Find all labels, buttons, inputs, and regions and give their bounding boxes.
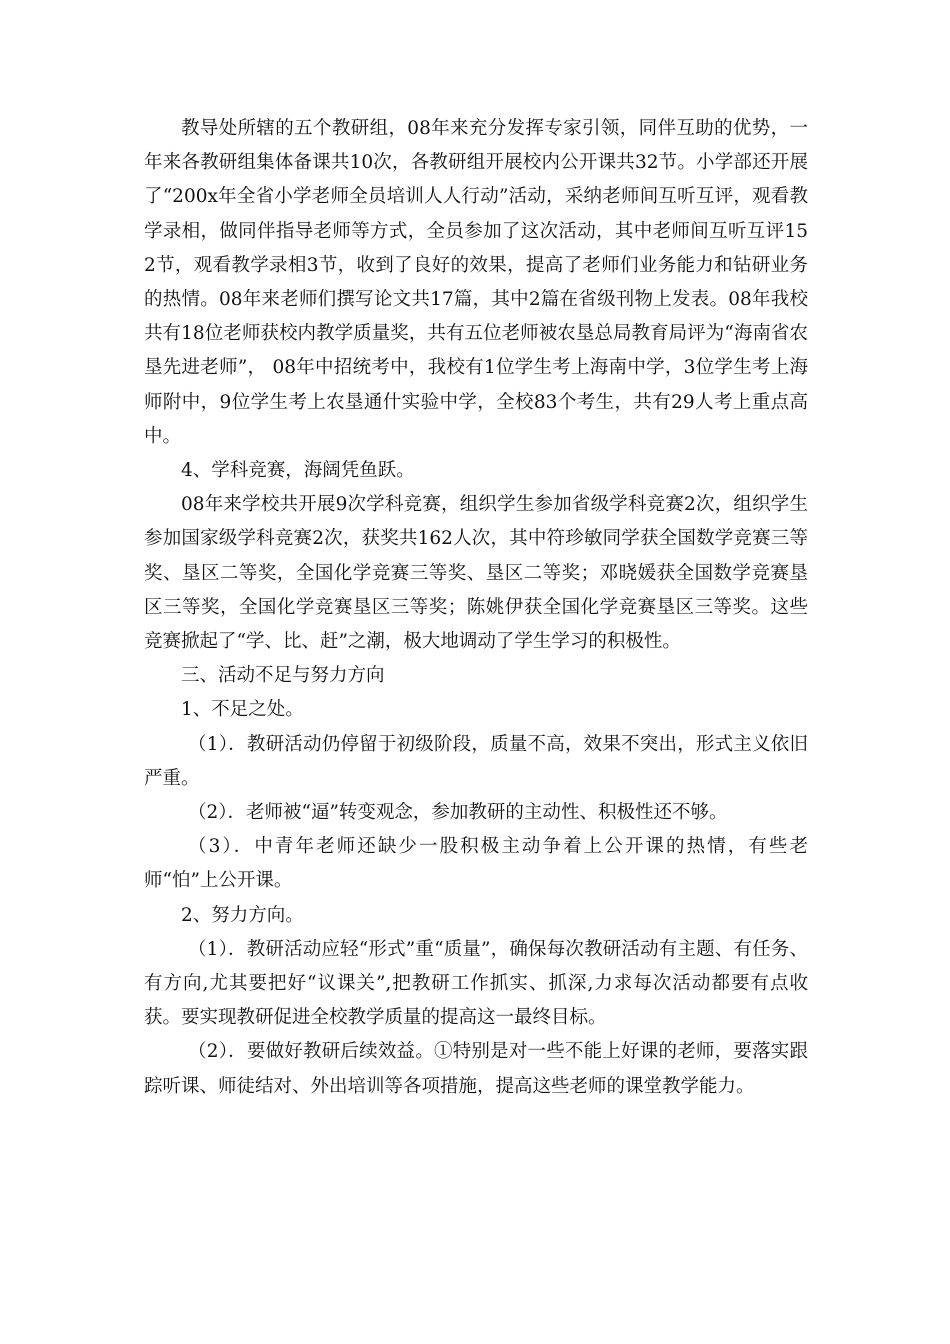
- heading-shortcomings-and-direction: 三、活动不足与努力方向: [181, 665, 385, 687]
- document-body: [144, 112, 808, 1104]
- heading-subject-competition: 4、学科竞赛，海阔凭鱼跃。: [181, 460, 415, 482]
- shortcoming-item-2: （2）．老师被“逼”转变观念，参加教研的主动性、积极性还不够。: [188, 802, 728, 824]
- shortcoming-item-1: （1）．教研活动仍停留于初级阶段，质量不高，效果不突出，形式主义依旧严重。: [144, 733, 808, 789]
- paragraph-teaching-research-summary: 教导处所辖的五个教研组，08年来充分发挥专家引领，同伴互助的优势，一年来各教研组集体备课共10次，各教研组开展校内公开课共32节。小学部还开展了“200x年全省小学老师全员培训人人行动”活动，采纳老师间互听互评，观看教学录相，做同伴指导老师等方式，全员参加了这次活动，其中老师间互听互评152节，观看教学录相3节，收到了良好的效果，提高了老师们业务能力和钻研业务的热情。08年来老师们撰写论文共17篇，其中2篇在省级刊物上发表。08年我校共有18位老师获校内教学质量奖，共有五位老师被农垦总局教育局评为“海南省农垦先进老师”， 08年中招统考中，我校有1位学生考上海南中学，3位学生考上海师附中，9位学生考上农垦通什实验中学，全校83个考生，共有29人考上重点高中。: [144, 118, 808, 447]
- paragraph-competition-results: 08年来学校共开展9次学科竞赛，组织学生参加省级学科竞赛2次，组织学生参加国家级学科竞赛2次，获奖共162人次，其中符珍敏同学获全国数学竞赛三等奖、垦区二等奖，全国化学竞赛三等奖、垦区二等奖；邓晓媛获全国数学竞赛垦区三等奖，全国化学竞赛垦区三等奖；陈姚伊获全国化学竞赛垦区三等奖。这些竞赛掀起了“学、比、赶”之潮，极大地调动了学生学习的积极性。: [144, 494, 808, 653]
- direction-item-2: （2）．要做好教研后续效益。①特别是对一些不能上好课的老师，要落实跟踪听课、师徒结对、外出培训等各项措施，提高这些老师的课堂教学能力。: [144, 1041, 808, 1097]
- heading-shortcomings: 1、不足之处。: [181, 699, 304, 721]
- heading-direction: 2、努力方向。: [181, 904, 304, 926]
- shortcoming-item-3: （3）．中青年老师还缺少一股积极主动争着上公开课的热情，有些老师“怕”上公开课。: [144, 836, 808, 892]
- direction-item-1: （1）．教研活动应轻“形式”重“质量”，确保每次教研活动有主题、有任务、有方向,尤其要把好“议课关”,把教研工作抓实、抓深,力求每次活动都要有点收获。要实现教研促进全校教学质量的提高这一最终目标。: [144, 938, 808, 1029]
